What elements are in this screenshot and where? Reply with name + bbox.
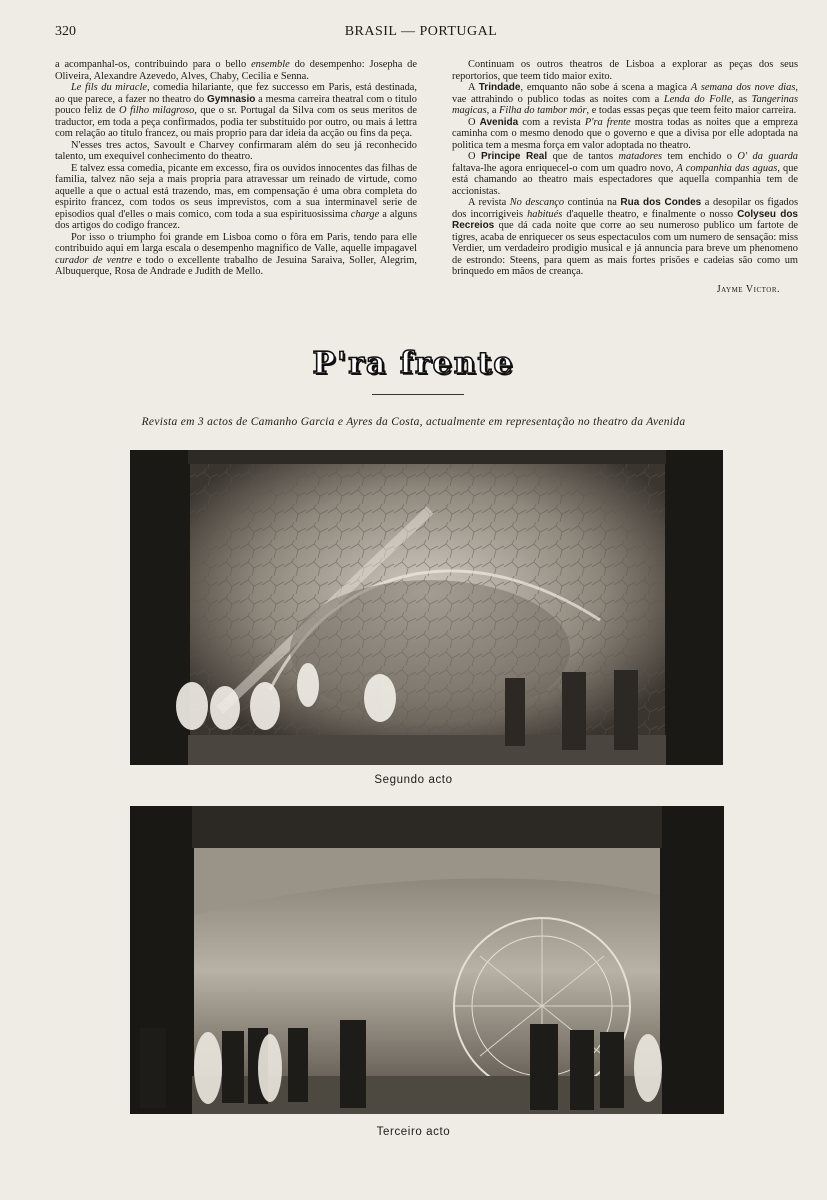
feature-title: P'ra frente [312, 346, 515, 381]
paragraph: E talvez essa comedia, picante em excesso, fira os ouvidos innocentes das filhas de familia, talvez não seja a mais propria para atravessar um reinado de virtude, como aquelle a que o actual está trazendo, mas, em compensação é uma obra completa do espirito francez, com todos os seus imprevistos, com a sua interminavel serie de episodios qual d'elles o mais comico, com toda a sua espirituosissima charge a alguns dos artigos do codigo francez. [55, 162, 418, 231]
stage-photo-second-act [130, 450, 723, 765]
photo-caption: Terceiro acto [376, 1126, 451, 1138]
paragraph: O Principe Real que de tantos matadores tem enchido o O' da guarda faltava-lhe agora enriquecel-o com um quadro novo, A companhia das aguas, que está chamando ao theatro mais espectadores que aquella companhia tem de accionistas. [452, 151, 799, 197]
running-head [55, 22, 787, 44]
left-text-column [55, 59, 417, 278]
paragraph: Por isso o triumpho foi grande em Lisboa como o fôra em Paris, tendo para elle contribuido aqui em larga escala o desempenho magnifico de Valle, aquelle impagavel curador de ventre e todo o excellente trabalho de Jesuina Saraiva, Soller, Alegrim, Albuquerque, Rosa de Andrade e Judith de Mello. [55, 231, 418, 277]
stage-photo-third-act [130, 806, 724, 1114]
page-number: 320 [55, 24, 76, 39]
paragraph: N'esses tres actos, Savoult e Charvey confirmaram além do seu já reconhecido talento, um exequivel conhecimento do theatro. [55, 139, 417, 162]
right-text-column [452, 59, 798, 295]
paragraph: Le fils du miracle, comedia hilariante, que fez successo em Paris, está destinada, ao que parece, a fazer no theatro do Gymnasio a mesma carreira theatral com o titulo pouco feliz de O filho milagroso, que o sr. Portugal da Silva com os seus meritos de traductor, em toda a peça confirmados, podia ter substituido por outro, ou mais á lettra com relação ao titulo francez, ou mais proprio para dar ideia da acção ou fins da peça. [55, 82, 417, 139]
feature-subtitle: Revista em 3 actos de Camanho Garcia e Ayres da Costa, actualmente em representação no theatro da Avenida [141, 416, 686, 428]
journal-title: BRASIL — PORTUGAL [344, 24, 498, 39]
paragraph: Continuam os outros theatros de Lisboa a explorar as peças dos seus reportorios, que teem tido maior exito. [452, 59, 798, 82]
photo-caption: Segundo acto [374, 774, 453, 786]
paragraph: A revista No descanço continúa na Rua dos Condes a desopilar os figados dos incorrigiveis habitués d'aquelle theatro, e finalmente o nosso Colyseu dos Recreios que dá cada noite que corre ao seu numeroso publico um fartote de tigres, acaba de enriquecer os seus espectaculos com um numero de sensação: miss Verdier, um verdadeiro prodigio musical e já annuncia para breve um phenomeno de estrondo: Steens, para quem as mais fortes prisões e cadeias são como um brinquedo em mãos de creança. [452, 197, 798, 277]
author-signature: Jayme Victor. [716, 283, 780, 295]
paragraph: O Avenida com a revista P'ra frente mostra todas as noites que a empreza caminha com o mesmo denodo que o governo e que a divisa por elle adoptada na politica tem a mesma força em valor adoptada no theatro. [452, 116, 799, 151]
paragraph: A Trindade, emquanto não sobe á scena a magica A semana dos nove dias, vae attrahindo o publico todas as noites com a Lenda do Folle, as Tangerinas magicas, a Filha do tambor mór, e todas essas peças que teem feito maior carreira. [452, 82, 799, 116]
paragraph: a acompanhal-os, contribuindo para o bello ensemble do desempenho: Josepha de Oliveira, Alexandre Azevedo, Alves, Chaby, Cecilia e Senna. [55, 59, 417, 82]
title-divider [372, 394, 464, 395]
